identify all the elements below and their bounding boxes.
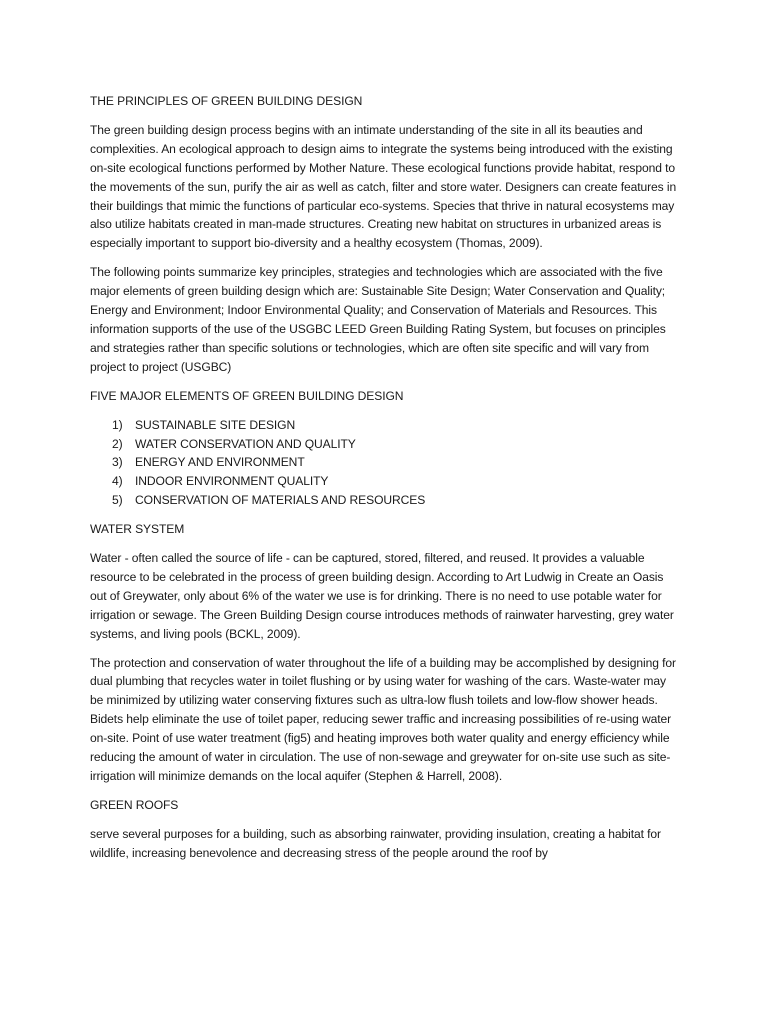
intro-paragraph: The green building design process begins with an intimate understanding of the site in all its beauties and complexities. An ecological approach to design aims to integrate the systems being introduced with the existing on-site ecological functions performed by Mother Nature. These ecological functions provide habitat, respond to the movements of the sun, purify the air as well as catch, filter and store water. Designers can create features in their buildings that mimic the functions of particular eco-systems. Species that thrive in natural ecosystems may also utilize habitats created in man-made structures. Creating new habitat on structures in urbanized areas is especially important to support bio-diversity and a healthy ecosystem (Thomas, 2009). <box>90 122 677 251</box>
list-item-number: 4) <box>112 474 123 489</box>
elements-heading: FIVE MAJOR ELEMENTS OF GREEN BUILDING DESIGN <box>90 388 404 403</box>
water-paragraph-2: The protection and conservation of water throughout the life of a building may be accomplished by designing for dual plumbing that recycles water in toilet flushing or by using water for washing of the cars. Waste-water may be minimized by utilizing water conserving fixtures such as ultra-low flush toilets and low-flow shower heads. Bidets help eliminate the use of toilet paper, reducing sewer traffic and increasing possibilities of re-using water on-site. Point of use water treatment (fig5) and heating improves both water quality and energy efficiency while reducing the amount of water in circulation. The use of non-sewage and greywater for on-site use such as site-irrigation will minimize demands on the local aquifer (Stephen & Harrell, 2008). <box>90 655 676 783</box>
elements-list <box>90 416 682 511</box>
list-item <box>90 472 682 491</box>
list-item-text: SUSTAINABLE SITE DESIGN <box>135 417 296 432</box>
water-system-heading: WATER SYSTEM <box>90 522 185 537</box>
green-roofs-paragraph: serve several purposes for a building, such as absorbing rainwater, providing insulation, creating a habitat for wildlife, increasing benevolence and decreasing stress of the people around the roof by <box>90 826 661 860</box>
list-item-number: 1) <box>112 417 123 432</box>
water-paragraph-1: Water - often called the source of life - can be captured, stored, filtered, and reused. It provides a valuable resource to be celebrated in the process of green building design. According to Art Ludwig in Create an Oasis out of Greywater, only about 6% of the water we use is for drinking. There is no need to use potable water for irrigation or sewage. The Green Building Design course introduces methods of rainwater harvesting, grey water systems, and living pools (BCKL, 2009). <box>90 551 674 641</box>
list-item <box>90 416 682 435</box>
list-item-text: WATER CONSERVATION AND QUALITY <box>135 436 356 451</box>
document-body <box>90 92 682 873</box>
green-roofs-heading: GREEN ROOFS <box>90 797 179 812</box>
list-item-text: INDOOR ENVIRONMENT QUALITY <box>135 474 329 489</box>
summary-paragraph: The following points summarize key principles, strategies and technologies which are associated with the five major elements of green building design which are: Sustainable Site Design; Water Conservation and Quality; Energy and Environment; Indoor Environmental Quality; and Conservation of Materials and Resources. This information supports of the use of the USGBC LEED Green Building Rating System, but focuses on principles and strategies rather than specific solutions or technologies, which are often site specific and will vary from project to project (USGBC) <box>90 265 666 374</box>
list-item-number: 3) <box>112 455 123 470</box>
list-item <box>90 491 682 510</box>
list-item <box>90 453 682 472</box>
list-item-number: 2) <box>112 436 123 451</box>
list-item-text: CONSERVATION OF MATERIALS AND RESOURCES <box>135 493 426 508</box>
list-item-number: 5) <box>112 493 123 508</box>
list-item <box>90 435 682 454</box>
document-title: THE PRINCIPLES OF GREEN BUILDING DESIGN <box>90 94 363 108</box>
list-item-text: ENERGY AND ENVIRONMENT <box>135 455 305 470</box>
